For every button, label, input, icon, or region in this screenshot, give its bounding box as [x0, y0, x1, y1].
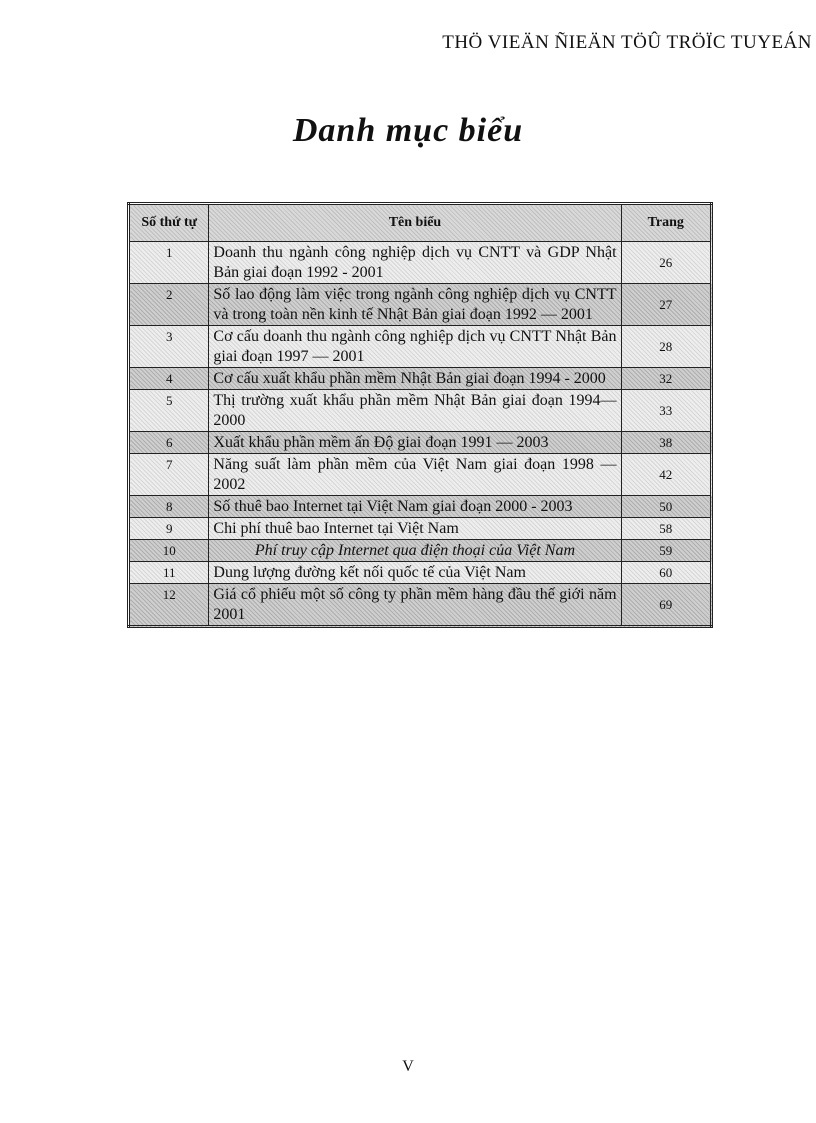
row-number: 4: [129, 368, 209, 390]
row-page: 26: [621, 242, 711, 284]
table-row: [129, 326, 712, 368]
row-page: 32: [621, 368, 711, 390]
row-title: Thị trường xuất khẩu phần mềm Nhật Bản giai đoạn 1994—2000: [209, 390, 621, 432]
row-page: 50: [621, 496, 711, 518]
page-header: THÖ VIEÄN ÑIEÄN TÖÛ TRÖÏC TUYEÁN: [442, 32, 812, 53]
row-title: Dung lượng đường kết nối quốc tế của Việt Nam: [209, 562, 621, 584]
row-number: 11: [129, 562, 209, 584]
row-title: Số lao động làm việc trong ngành công nghiệp dịch vụ CNTT và trong toàn nền kinh tế Nhật Bản giai đoạn 1992 — 2001: [209, 284, 621, 326]
column-header-number: Số thứ tự: [129, 204, 209, 242]
row-number: 8: [129, 496, 209, 518]
row-title: Cơ cấu doanh thu ngành công nghiệp dịch vụ CNTT Nhật Bản giai đoạn 1997 — 2001: [209, 326, 621, 368]
row-number: 10: [129, 540, 209, 562]
page-number: V: [402, 1058, 414, 1075]
table-row: [129, 368, 712, 390]
row-page: 38: [621, 432, 711, 454]
table-row: [129, 540, 712, 562]
row-page: 60: [621, 562, 711, 584]
row-number: 3: [129, 326, 209, 368]
row-page: 33: [621, 390, 711, 432]
table-row: [129, 518, 712, 540]
row-page: 69: [621, 584, 711, 627]
table-row: [129, 562, 712, 584]
row-title: Cơ cấu xuất khẩu phần mềm Nhật Bản giai đoạn 1994 - 2000: [209, 368, 621, 390]
column-header-page: Trang: [621, 204, 711, 242]
page-title: Danh mục biểu: [292, 112, 524, 149]
table-row: [129, 432, 712, 454]
row-number: 7: [129, 454, 209, 496]
table-row: [129, 242, 712, 284]
row-page: 59: [621, 540, 711, 562]
row-title: Phí truy cập Internet qua điện thoại của Việt Nam: [209, 540, 621, 562]
row-title: Xuất khẩu phần mềm ấn Độ giai đoạn 1991 — 2003: [209, 432, 621, 454]
row-page: 42: [621, 454, 711, 496]
row-title: Giá cổ phiếu một số công ty phần mềm hàng đầu thế giới năm 2001: [209, 584, 621, 627]
row-title: Doanh thu ngành công nghiệp dịch vụ CNTT và GDP Nhật Bản giai đoạn 1992 - 2001: [209, 242, 621, 284]
column-header-title: Tên biểu: [209, 204, 621, 242]
table-header-row: [129, 204, 712, 242]
row-page: 28: [621, 326, 711, 368]
row-title: Số thuê bao Internet tại Việt Nam giai đoạn 2000 - 2003: [209, 496, 621, 518]
table-row: [129, 584, 712, 627]
row-number: 2: [129, 284, 209, 326]
row-number: 5: [129, 390, 209, 432]
table-row: [129, 454, 712, 496]
table-row: [129, 390, 712, 432]
row-page: 58: [621, 518, 711, 540]
row-title: Năng suất làm phần mềm của Việt Nam giai đoạn 1998 — 2002: [209, 454, 621, 496]
table-row: [129, 496, 712, 518]
table-row: [129, 284, 712, 326]
row-number: 9: [129, 518, 209, 540]
row-title: Chi phí thuê bao Internet tại Việt Nam: [209, 518, 621, 540]
row-page: 27: [621, 284, 711, 326]
row-number: 6: [129, 432, 209, 454]
row-number: 12: [129, 584, 209, 627]
row-number: 1: [129, 242, 209, 284]
table-of-charts: [127, 202, 713, 628]
